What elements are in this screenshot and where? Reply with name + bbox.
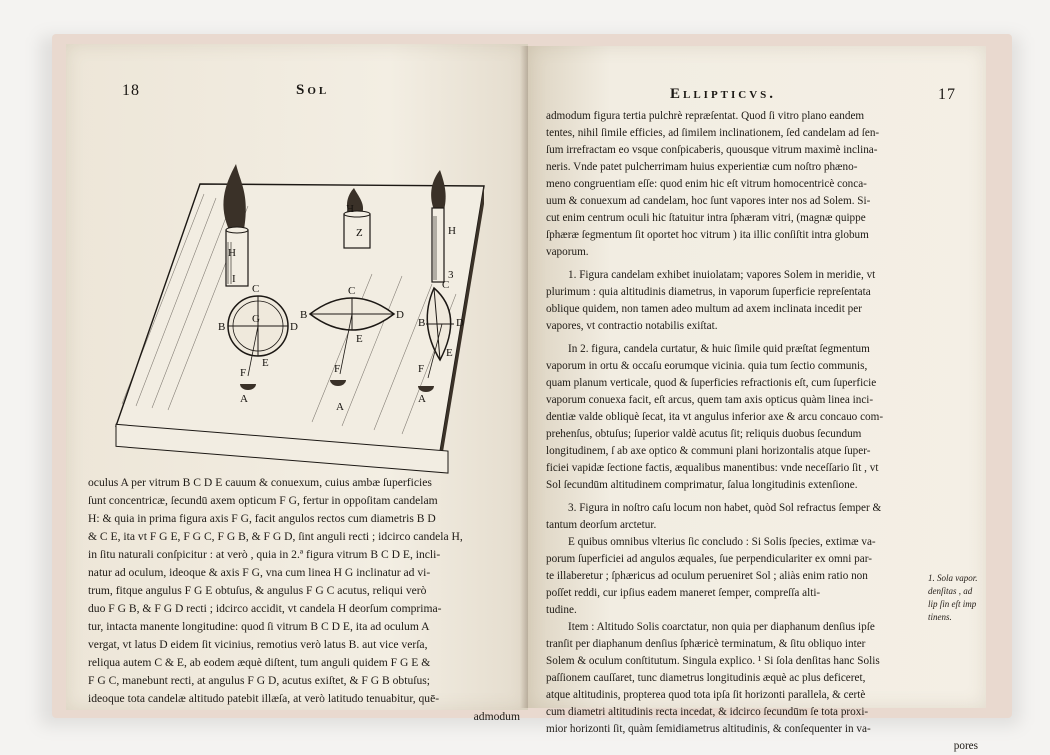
text-line: uum & conuexum ad candelam, hoc ſunt vapores inter nos ad Solem. Si-: [546, 195, 871, 207]
text-line: F G C, manebunt recti, at angulus F G D, acutus exiſtet, & F G B obtuſus;: [88, 674, 430, 687]
left-running-head: Sol: [296, 82, 330, 98]
text-line: vergat, vt latus D eidem ſit vicinius, remotius verò latus B. aut vice verſa,: [88, 638, 428, 651]
right-folio: 17: [938, 86, 956, 103]
fig1-label-F: F: [240, 367, 247, 379]
text-line: vaporum in ortu & occaſu eorumque vicinia. quia tum ſectio communis,: [546, 360, 868, 372]
fig3-label-E: E: [446, 347, 453, 359]
text-line: & C E, ita vt F G E, F G C, F G B, & F G D, ſint anguli recti ; idcirco candela H,: [88, 530, 463, 543]
fig3-label-F: F: [418, 363, 425, 375]
text-line: vaporum conuexa facit, eſt arcus, quem tam axis opticus quàm linea inci-: [546, 394, 874, 406]
text-line: poſſet reddi, cur ipſius eadem maneret ſemper, compreſſa alti-: [546, 587, 821, 599]
fig2-label-F: F: [334, 363, 341, 375]
text-line: ideoque tota candelæ altitudo patebit illæſa, at verò latitudo tenuabitur, quē-: [88, 692, 440, 705]
fig3-label-A: A: [418, 393, 426, 405]
fig2-label-D: D: [396, 309, 404, 321]
fig1-label-G: G: [252, 313, 260, 325]
text-line: trum, fitque angulus F G E obtuſus, & angulus F G C acutus, reliqui verò: [88, 584, 427, 597]
text-line: porum ſuperficiei ad angulos æquales, ſue perpendiculariter ex omni par-: [546, 553, 872, 565]
margin-note-line: denſitas , ad: [928, 586, 973, 596]
text-line: tentes, nihil ſimile efficies, ad ſimilem inclinationem, ſed candelam ad ſen-: [546, 127, 880, 139]
left-page: [66, 44, 528, 723]
catchword: pores: [953, 740, 978, 752]
candle-lens-woodcut: [112, 164, 492, 464]
fig1-label-I: I: [232, 273, 236, 285]
fig2-label-C: C: [348, 285, 356, 297]
text-line: tranſit per diaphanum denſius ſphæricè terminatum, & ſitu obliquo inter: [546, 638, 866, 650]
text-line: vaporum.: [546, 246, 589, 258]
fig3-label-C: C: [442, 279, 450, 291]
text-line: Sol ſecundūm altitudinem comprimatur, ſalua longitudinis extenſione.: [546, 479, 858, 491]
fig1-label-D: D: [290, 321, 298, 333]
text-line: atque altitudinis, propterea quod tota ipſa ſit horizonti parallela, & certè: [546, 689, 866, 701]
candle-3: [431, 170, 446, 282]
text-line: tudine.: [546, 604, 577, 616]
fig1-label-A: A: [240, 393, 248, 405]
text-line: tur, intacta manente longitudine: quod ſi vitrum B C D E, ita ad oculum A: [88, 620, 430, 633]
left-folio: 18: [122, 82, 140, 99]
text-line: plurimum : quia altitudinis diametrus, in vaporum ſuperficie repreſentata: [546, 286, 871, 298]
right-body-text: [546, 108, 978, 755]
fig1-label-H: H: [228, 247, 236, 259]
text-line: quam planum verticale, quod & ſuperficies refractionis eſt, cum ſuperficie: [546, 377, 877, 389]
text-line: ſunt concentricæ, ſecundū axem opticum F G, fertur in oppoſitam candelam: [88, 494, 438, 507]
fig1-label-C: C: [252, 283, 260, 295]
text-line: admodum figura tertia pulchrè repræſentat. Quod ſi vitro plano eandem: [546, 110, 865, 122]
text-line: cum diametri altitudinis recta incedat, & idcirco ſecundūm ſe tota proxi-: [546, 706, 869, 718]
right-page: [528, 46, 986, 752]
text-line: in ſitu naturali conſpicitur : at verò , quia in 2.ª figura vitrum B C D E, incli-: [88, 548, 441, 561]
text-line: In 2. figura, candela curtatur, & huic ſimile quid præſtat ſegmentum: [568, 343, 870, 355]
left-body-text: [88, 474, 520, 726]
margin-note: [928, 572, 978, 624]
text-line: reliqua autem C & E, ab eodem æquè diſtent, tum anguli quidem F G E &: [88, 656, 431, 669]
text-line: oblique quidem, non tamen adeo multum ad axem inclinata incedit per: [546, 303, 862, 315]
fig3-label-D: D: [456, 317, 464, 329]
fig3-label-H: H: [448, 225, 456, 237]
right-running-head: Ellipticvs.: [670, 86, 777, 102]
text-line: natur ad oculum, ideoque & axis F G, vna cum linea H G inclinatur ad vi-: [88, 566, 431, 579]
text-line: H: & quia in prima figura axis F G, facit angulos rectos cum diametris B D: [88, 512, 436, 525]
margin-note-line: lip ſin eſt imp: [928, 599, 977, 609]
margin-note-line: tinens.: [928, 612, 952, 622]
text-line: ſphæræ ſegmentum ſit oportet hoc vitrum ) ita illic conſiſtit intra globum: [546, 229, 869, 241]
margin-note-line: 1. Sola vapor.: [928, 573, 978, 583]
text-line: oculus A per vitrum B C D E cauum & conuexum, cuius ambæ ſuperficies: [88, 476, 432, 489]
text-line: 1. Figura candelam exhibet inuiolatam; vapores Solem in meridie, vt: [568, 269, 876, 281]
text-line: mior horizonti ſit, quàm ſemidiametrus altitudinis, & conſequenter in va-: [546, 723, 871, 735]
text-line: 3. Figura in noſtro caſu locum non habet, quòd Sol refractus ſemper &: [568, 502, 882, 514]
text-line: vapores, vt contractio notabilis exiſtat.: [546, 320, 718, 332]
text-line: duo F G B, & F G D recti ; idcirco accidit, vt candela H deorſum comprima-: [88, 602, 442, 615]
text-line: ſum irrefractam eo vsque conſpicaberis, quousque vitrum maximè inclina-: [546, 144, 878, 156]
text-line: neris. Vnde patet pulcherrimam huius experientiæ cum noſtro phæno-: [546, 161, 858, 173]
fig3-label-3: 3: [448, 269, 454, 281]
text-line: paſſionem cauſſaret, tunc diametrus longitudinis æquè ac plus deficeret,: [546, 672, 866, 684]
fig2-label-A: A: [336, 401, 344, 413]
fig2-label-E: E: [356, 333, 363, 345]
text-line: E quibus omnibus vlterius ſic concludo : Si Solis ſpecies, extimæ va-: [568, 536, 876, 548]
text-line: Item : Altitudo Solis coarctatur, non quia per diaphanum denſius ipſe: [568, 621, 875, 633]
fig2-label-Z: Z: [356, 227, 363, 239]
fig2-label-B: B: [300, 309, 308, 321]
text-line: dentiæ valde obliquè ſecat, ita vt angulus inferior axe & arcu concauo com-: [546, 411, 884, 423]
text-line: Solem & oculum conſtitutum. Singula explico. ¹ Si ſola denſitas hanc Solis: [546, 655, 880, 667]
text-line: prehenſus, obtuſus; ſuperior valdè acutus ſit; reliquis duobus ſecundum: [546, 428, 862, 440]
text-line: te illaberetur ; ſphæricus ad oculum perueniret Sol ; aliàs enim ratio non: [546, 570, 868, 582]
text-line: longitudinem, ſ ab axe optico & communi plani horizontalis atque ſuper-: [546, 445, 871, 457]
fig2-label-H: H: [346, 203, 354, 215]
text-line: meno congruentiam eſſe: quod enim hic eſt vitrum homocentricè conca-: [546, 178, 867, 190]
fig3-label-B: B: [418, 317, 426, 329]
catchword: admodum: [473, 710, 520, 723]
text-line: cut enim centrum oculi hic ſtatuitur intra ſphæram vitri, (magnæ quippe: [546, 212, 866, 224]
text-line: tantum deorſum arctetur.: [546, 519, 657, 531]
fig1-label-B: B: [218, 321, 226, 333]
text-line: ficiei vapidæ ſectione factis, æqualibus manentibus: vnde neceſſario ſit , vt: [546, 462, 879, 474]
fig1-label-E: E: [262, 357, 269, 369]
